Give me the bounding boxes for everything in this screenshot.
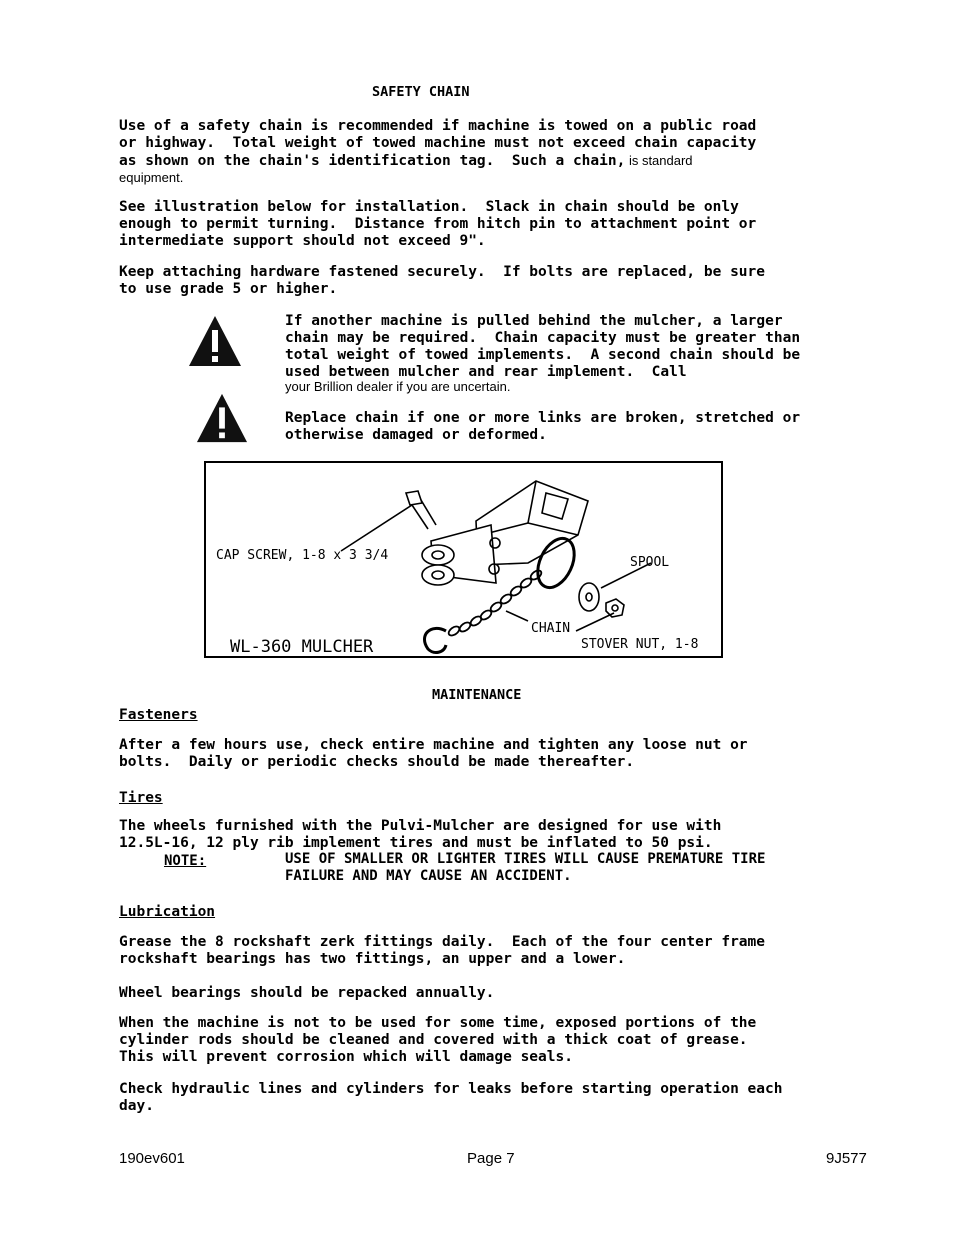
label-cap-screw: CAP SCREW, 1-8 x 3 3/4: [216, 548, 389, 563]
lubrication-paragraph-3: When the machine is not to be used for some time, exposed portions of the cylinder rods should be cleaned and covered with a thick coat of grease. This will prevent corrosion which will damage seals.: [119, 1015, 757, 1065]
footer-page-number: Page 7: [467, 1150, 515, 1167]
lubrication-paragraph-1: Grease the 8 rockshaft zerk fittings daily. Each of the four center frame rockshaft bearings has two fittings, an upper and a lower.: [119, 934, 766, 967]
label-stover-nut: STOVER NUT, 1-8: [581, 637, 699, 652]
label-spool: SPOOL: [630, 555, 670, 570]
section-title-safety-chain: SAFETY CHAIN: [372, 84, 470, 100]
footer-part-number: 9J577: [826, 1150, 867, 1167]
paragraph-1-equipment: equipment.: [119, 170, 184, 185]
hitch-diagram: [204, 461, 723, 658]
heading-lubrication: Lubrication: [119, 904, 216, 920]
warning-1-dealer: your Brillion dealer if you are uncertain.: [285, 379, 511, 394]
footer-doc-code: 190ev601: [119, 1150, 185, 1167]
tires-text: The wheels furnished with the Pulvi-Mulcher are designed for use with 12.5L-16, 12 ply rib implement tires and must be inflated to 50 psi.: [119, 818, 722, 851]
heading-tires: Tires: [119, 790, 163, 806]
heading-fasteners: Fasteners: [119, 707, 198, 723]
paragraph-1-text: Use of a safety chain is recommended if machine is towed on a public road or highway. Total weight of towed machine must not exceed chain capacity as shown on the chain's identification tag. Such a chain,: [119, 118, 757, 169]
label-chain: CHAIN: [531, 621, 571, 636]
note-label: NOTE:: [164, 853, 207, 869]
lubrication-paragraph-4: Check hydraulic lines and cylinders for leaks before starting operation each day.: [119, 1081, 783, 1114]
safety-chain-paragraph-2: See illustration below for installation. Slack in chain should be only enough to permit turning. Distance from hitch pin to attachment point or intermediate support should not exceed 9".: [119, 199, 757, 249]
warning-triangle-icon: [187, 314, 243, 368]
fasteners-text: After a few hours use, check entire machine and tighten any loose nut or bolts. Daily or periodic checks should be made thereafter.: [119, 737, 748, 770]
safety-chain-paragraph-1: [119, 118, 864, 170]
warning-2-text: Replace chain if one or more links are broken, stretched or otherwise damaged or deformed.: [285, 410, 801, 443]
paragraph-1-standard: is standard: [625, 153, 693, 168]
safety-chain-paragraph-3: Keep attaching hardware fastened securely. If bolts are replaced, be sure to use grade 5 or higher.: [119, 264, 766, 297]
note-text: USE OF SMALLER OR LIGHTER TIRES WILL CAUSE PREMATURE TIRE FAILURE AND MAY CAUSE AN ACCIDENT.: [285, 851, 766, 884]
warning-triangle-icon: [195, 392, 249, 444]
warning-1-text: If another machine is pulled behind the mulcher, a larger chain may be required. Chain capacity must be greater than total weight of towed implements. A second chain should be used between mulcher and rear implement. Call: [285, 313, 801, 380]
lubrication-paragraph-2: Wheel bearings should be repacked annually.: [119, 985, 495, 1001]
section-title-maintenance: MAINTENANCE: [432, 687, 522, 703]
label-model: WL-360 MULCHER: [230, 637, 374, 657]
